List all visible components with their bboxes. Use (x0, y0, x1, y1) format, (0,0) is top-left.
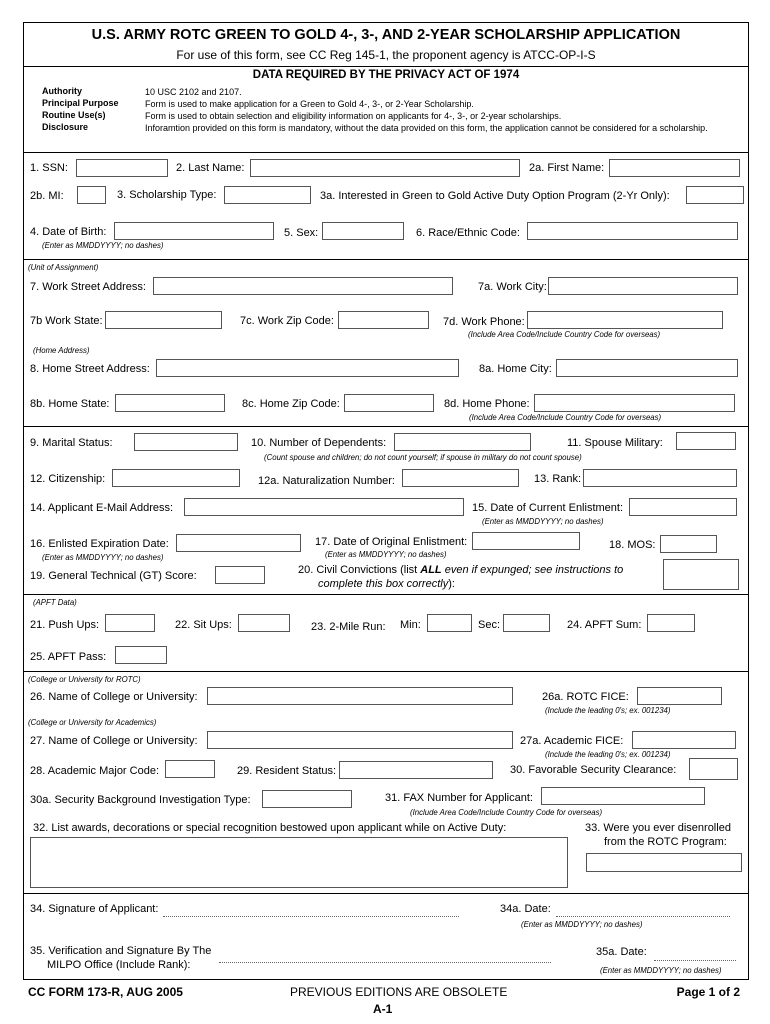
privacy-text: Inforamtion provided on this form is mandatory, without the data provided on this form, the application cannot be considered for a scholarship. (145, 123, 708, 133)
mi-field[interactable] (77, 186, 106, 204)
acad-fice-label: 27a. Academic FICE: (520, 735, 624, 747)
naturalization-label: 12a. Naturalization Number: (258, 475, 395, 487)
form-id: CC FORM 173-R, AUG 2005 (28, 985, 183, 999)
first-name-label: 2a. First Name: (529, 162, 605, 174)
rotc-fice-label: 26a. ROTC FICE: (542, 691, 629, 703)
privacy-heading: DATA REQUIRED BY THE PRIVACY ACT OF 1974 (252, 69, 520, 81)
home-zip-field[interactable] (344, 394, 434, 412)
civil-convictions-label-2 (318, 578, 455, 590)
section-home-label: (Home Address) (33, 346, 90, 355)
civil-convictions-text: 20. Civil Convictions (list (298, 564, 421, 576)
form-subtitle: For use of this form, see CC Reg 145-1, the proponent agency is ATCC-OP-I-S (176, 48, 596, 62)
scholarship-type-field[interactable] (224, 186, 311, 204)
home-state-label: 8b. Home State: (30, 398, 110, 410)
push-ups-label: 21. Push Ups: (30, 619, 100, 631)
section-college-acad-label: (College or University for Academics) (28, 718, 157, 727)
gt-score-field[interactable] (215, 566, 265, 584)
two-mile-run-label: 23. 2-Mile Run: (311, 621, 386, 633)
security-clearance-field[interactable] (689, 758, 738, 780)
divider (23, 671, 749, 672)
work-state-label: 7b Work State: (30, 315, 103, 327)
sex-label: 5. Sex: (284, 227, 319, 239)
divider (23, 426, 749, 427)
run-min-label: Min: (400, 619, 421, 631)
original-enlistment-field[interactable] (472, 532, 580, 550)
work-street-field[interactable] (153, 277, 453, 295)
mos-field[interactable] (660, 535, 717, 553)
section-apft-label: (APFT Data) (33, 598, 77, 607)
last-name-label: 2. Last Name: (176, 162, 245, 174)
fax-label: 31. FAX Number for Applicant: (385, 792, 533, 804)
gt-score-label: 19. General Technical (GT) Score: (30, 570, 197, 582)
work-phone-field[interactable] (527, 311, 723, 329)
work-zip-label: 7c. Work Zip Code: (240, 315, 334, 327)
section-unit-label: (Unit of Assignment) (28, 263, 99, 272)
g2g-option-field[interactable] (686, 186, 744, 204)
privacy-text: Form is used to obtain selection and eligibility information on applicants for 4-, 3-, or 2-year scholarships. (145, 111, 562, 121)
ssn-field[interactable] (76, 159, 168, 177)
email-label: 14. Applicant E-Mail Address: (30, 502, 174, 514)
major-code-field[interactable] (165, 760, 215, 778)
rotc-college-field[interactable] (207, 687, 513, 705)
resident-status-field[interactable] (339, 761, 493, 779)
dependents-hint: (Count spouse and children; do not count yourself; if spouse in military do not count spouse) (264, 453, 582, 462)
expiration-date-label: 16. Enlisted Expiration Date: (30, 538, 169, 550)
push-ups-field[interactable] (105, 614, 155, 632)
milpo-date-line[interactable] (654, 960, 736, 961)
apft-pass-label: 25. APFT Pass: (30, 651, 107, 663)
spouse-military-label: 11. Spouse Military: (567, 437, 663, 449)
home-city-field[interactable] (556, 359, 738, 377)
home-street-field[interactable] (156, 359, 459, 377)
rank-field[interactable] (583, 469, 737, 487)
expiration-date-hint: (Enter as MMDDYYYY; no dashes) (42, 553, 164, 562)
privacy-text: 10 USC 2102 and 2107. (145, 87, 242, 97)
divider (23, 259, 749, 260)
acad-college-field[interactable] (207, 731, 513, 749)
run-min-field[interactable] (427, 614, 472, 632)
background-investigation-label: 30a. Security Background Investigation Type: (30, 794, 251, 806)
marital-status-field[interactable] (134, 433, 238, 451)
original-enlistment-label: 17. Date of Original Enlistment: (315, 536, 468, 548)
divider (23, 152, 749, 153)
work-state-field[interactable] (105, 311, 222, 329)
current-enlistment-hint: (Enter as MMDDYYYY; no dashes) (482, 517, 604, 526)
acad-fice-field[interactable] (632, 731, 736, 749)
home-phone-hint: (Include Area Code/Include Country Code for overseas) (469, 413, 662, 422)
scholarship-type-label: 3. Scholarship Type: (117, 189, 217, 201)
home-state-field[interactable] (115, 394, 225, 412)
civil-convictions-field[interactable] (663, 559, 739, 590)
awards-label: 32. List awards, decorations or special recognition bestowed upon applicant while on Active Duty: (33, 822, 507, 834)
sex-field[interactable] (322, 222, 404, 240)
rotc-fice-field[interactable] (637, 687, 722, 705)
original-enlistment-hint: (Enter as MMDDYYYY; no dashes) (325, 550, 447, 559)
applicant-date-label: 34a. Date: (500, 903, 551, 915)
civil-convictions-all: ALL (420, 564, 442, 576)
privacy-label: Disclosure (42, 122, 89, 132)
citizenship-label: 12. Citizenship: (30, 473, 106, 485)
disenrolled-label-2: from the ROTC Program: (604, 836, 727, 848)
applicant-date-line[interactable] (556, 916, 730, 917)
acad-college-label: 27. Name of College or University: (30, 735, 198, 747)
naturalization-field[interactable] (402, 469, 519, 487)
milpo-date-label: 35a. Date: (596, 946, 647, 958)
privacy-text: Form is used to make application for a Green to Gold 4-, 3-, or 2-Year Scholarship. (145, 99, 474, 109)
fax-hint: (Include Area Code/Include Country Code for overseas) (410, 808, 603, 817)
work-street-label: 7. Work Street Address: (30, 281, 146, 293)
sit-ups-field[interactable] (238, 614, 290, 632)
background-investigation-field[interactable] (262, 790, 352, 808)
home-street-label: 8. Home Street Address: (30, 363, 150, 375)
last-name-field[interactable] (250, 159, 520, 177)
citizenship-field[interactable] (112, 469, 240, 487)
marital-status-label: 9. Marital Status: (30, 437, 113, 449)
dob-hint: (Enter as MMDDYYYY; no dashes) (42, 241, 164, 250)
apft-pass-field[interactable] (115, 646, 167, 664)
email-field[interactable] (184, 498, 464, 516)
ssn-label: 1. SSN: (30, 162, 68, 174)
dependents-field[interactable] (394, 433, 531, 451)
race-label: 6. Race/Ethnic Code: (416, 227, 520, 239)
applicant-signature-line[interactable] (163, 916, 459, 917)
disenrolled-label: 33. Were you ever disenrolled (585, 822, 731, 834)
run-sec-label: Sec: (478, 619, 501, 631)
civil-convictions-text2: even if expunged; see instructions to (441, 564, 624, 576)
privacy-label: Principal Purpose (42, 98, 119, 108)
privacy-label: Routine Use(s) (42, 110, 106, 120)
work-phone-hint: (Include Area Code/Include Country Code for overseas) (468, 330, 661, 339)
civil-convictions-colon: ): (448, 578, 455, 590)
work-zip-field[interactable] (338, 311, 429, 329)
privacy-label: Authority (42, 86, 82, 96)
major-code-label: 28. Academic Major Code: (30, 765, 160, 777)
applicant-date-hint: (Enter as MMDDYYYY; no dashes) (521, 920, 643, 929)
apft-sum-field[interactable] (647, 614, 695, 632)
milpo-signature-line[interactable] (219, 962, 551, 963)
awards-field[interactable] (30, 837, 568, 888)
disenrolled-field[interactable] (586, 853, 742, 872)
divider (23, 893, 749, 894)
annex-label: A-1 (373, 1002, 393, 1016)
sit-ups-label: 22. Sit Ups: (175, 619, 232, 631)
dob-field[interactable] (114, 222, 274, 240)
work-phone-label: 7d. Work Phone: (443, 316, 525, 328)
spouse-military-field[interactable] (676, 432, 736, 450)
run-sec-field[interactable] (503, 614, 550, 632)
current-enlistment-field[interactable] (629, 498, 737, 516)
rotc-college-label: 26. Name of College or University: (30, 691, 198, 703)
form-title: U.S. ARMY ROTC GREEN TO GOLD 4-, 3-, AND 2-YEAR SCHOLARSHIP APPLICATION (91, 27, 681, 43)
fax-field[interactable] (541, 787, 705, 805)
rotc-fice-hint: (Include the leading 0's; ex. 001234) (545, 706, 671, 715)
rank-label: 13. Rank: (534, 473, 582, 485)
divider (23, 66, 749, 67)
section-college-rotc-label: (College or University for ROTC) (28, 675, 141, 684)
editions-notice: PREVIOUS EDITIONS ARE OBSOLETE (290, 985, 508, 999)
first-name-field[interactable] (609, 159, 740, 177)
home-city-label: 8a. Home City: (479, 363, 552, 375)
home-phone-label: 8d. Home Phone: (444, 398, 530, 410)
milpo-label: 35. Verification and Signature By The (30, 945, 212, 957)
home-zip-label: 8c. Home Zip Code: (242, 398, 340, 410)
acad-fice-hint: (Include the leading 0's; ex. 001234) (545, 750, 671, 759)
civil-convictions-label (298, 564, 623, 576)
mos-label: 18. MOS: (609, 539, 656, 551)
work-city-label: 7a. Work City: (478, 281, 547, 293)
dependents-label: 10. Number of Dependents: (251, 437, 387, 449)
divider (23, 594, 749, 595)
g2g-option-label: 3a. Interested in Green to Gold Active Duty Option Program (2-Yr Only): (320, 190, 670, 202)
milpo-date-hint: (Enter as MMDDYYYY; no dashes) (600, 966, 722, 975)
race-field[interactable] (527, 222, 738, 240)
resident-status-label: 29. Resident Status: (237, 765, 337, 777)
current-enlistment-label: 15. Date of Current Enlistment: (472, 502, 624, 514)
page-number: Page 1 of 2 (676, 985, 740, 999)
security-clearance-label: 30. Favorable Security Clearance: (510, 764, 677, 776)
mi-label: 2b. MI: (30, 190, 64, 202)
work-city-field[interactable] (548, 277, 738, 295)
dob-label: 4. Date of Birth: (30, 226, 107, 238)
civil-convictions-text3: complete this box correctly (318, 578, 449, 590)
milpo-label-2: MILPO Office (Include Rank): (47, 959, 191, 971)
applicant-signature-label: 34. Signature of Applicant: (30, 903, 159, 915)
home-phone-field[interactable] (534, 394, 735, 412)
expiration-date-field[interactable] (176, 534, 301, 552)
apft-sum-label: 24. APFT Sum: (567, 619, 642, 631)
